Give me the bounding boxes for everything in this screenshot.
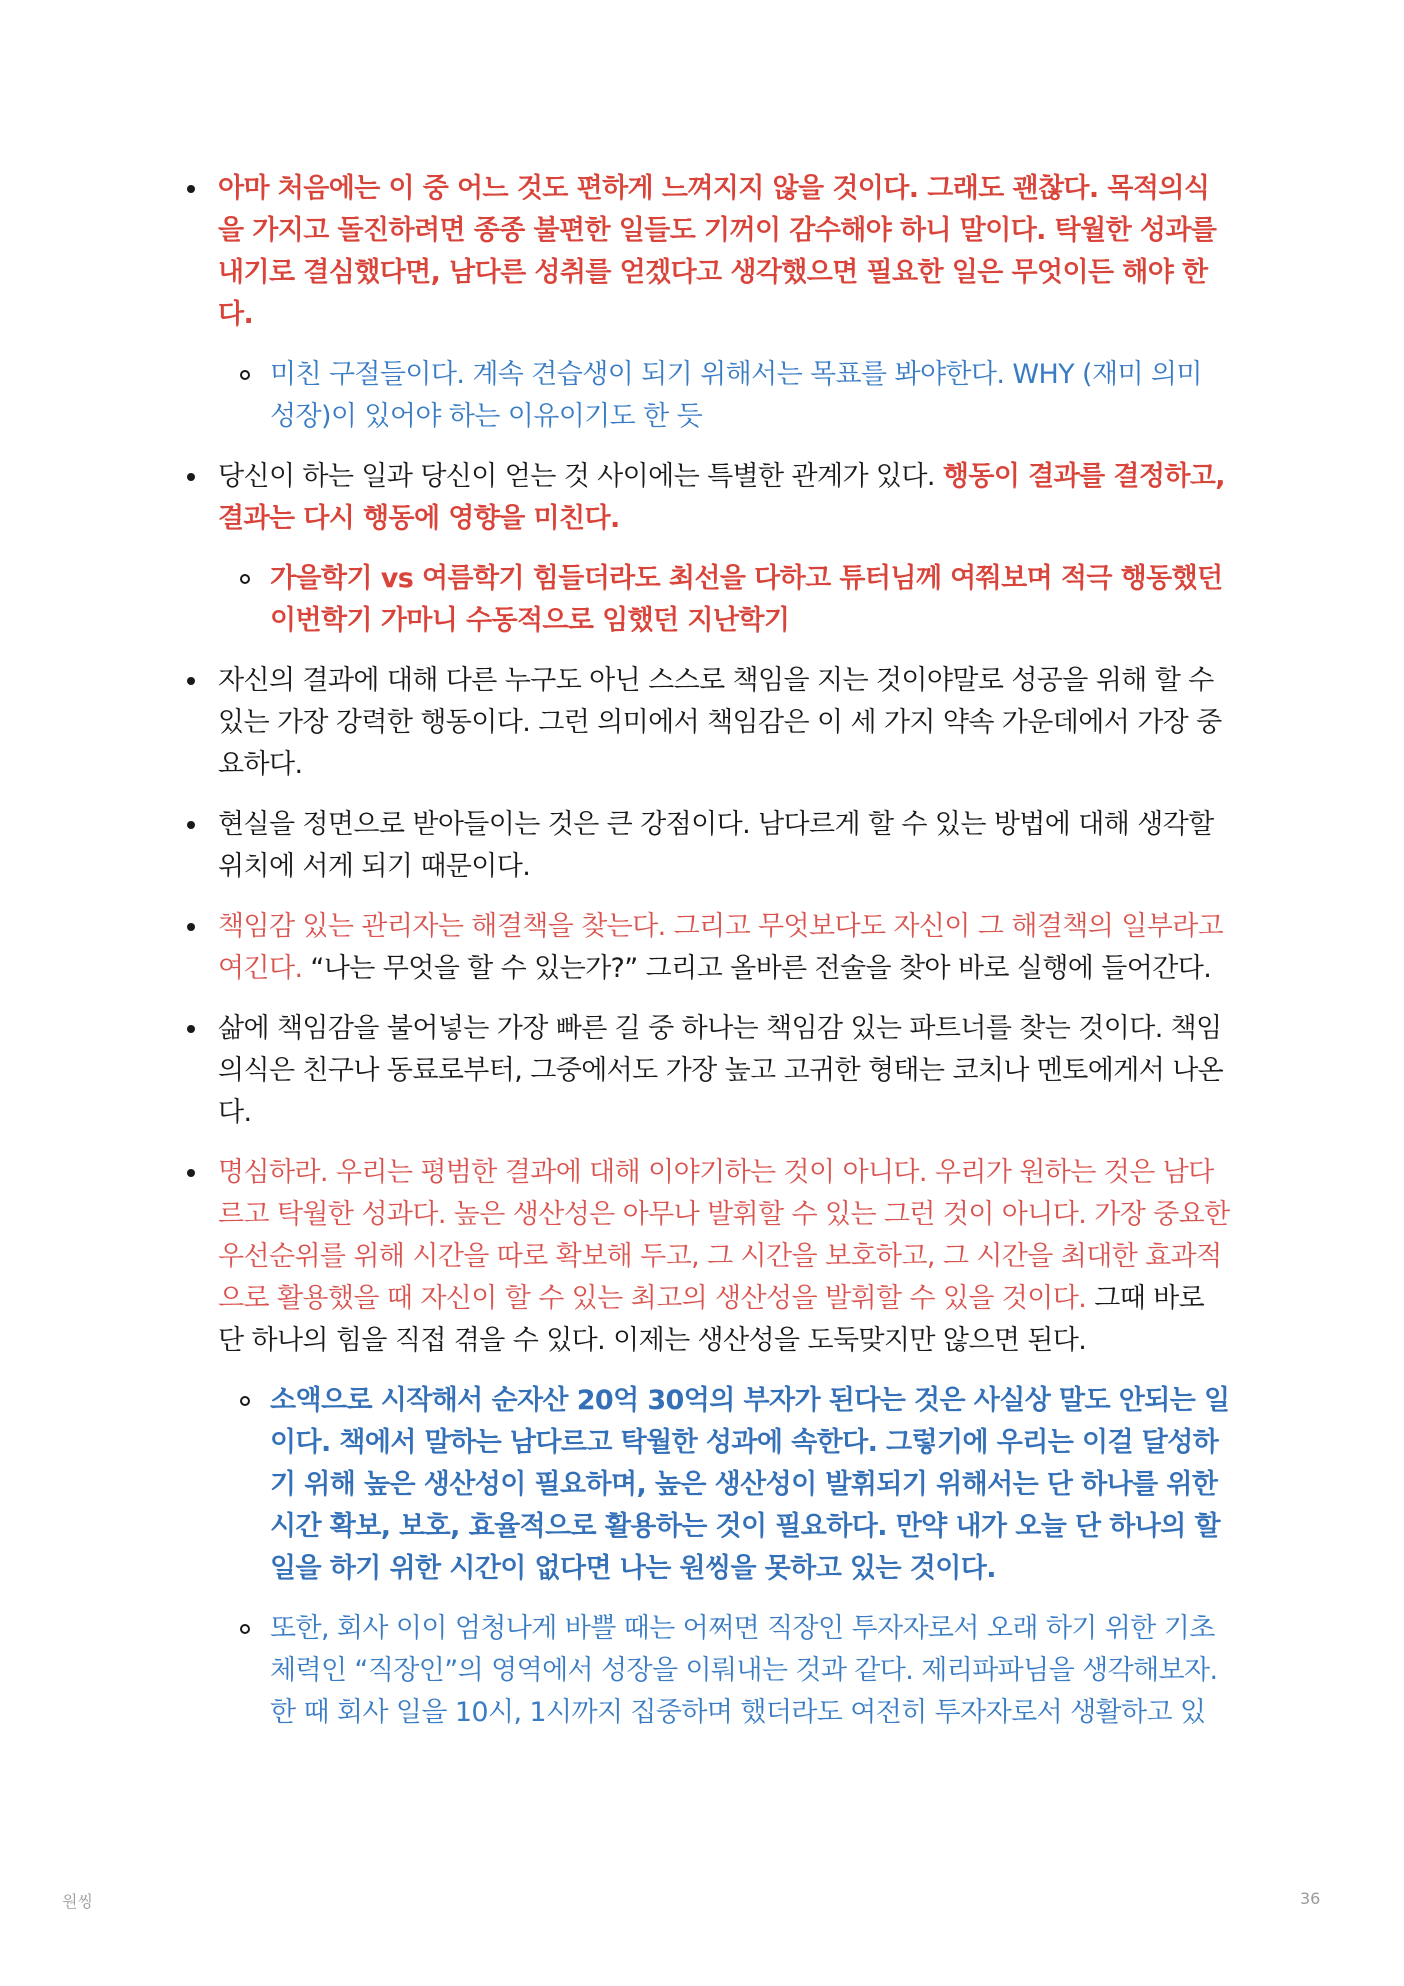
- sub-bullet-list: [218, 558, 1232, 642]
- list-item: [218, 456, 1232, 642]
- footer-page-number: 36: [1300, 1889, 1321, 1908]
- text-segment: 책임감 있는 관리자는 해결책을 찾는다. 그리고 무엇보다도 자신이 그 해결책의 일부라고 여긴다.: [218, 911, 1224, 984]
- text-segment: 소액으로 시작해서 순자산 20억 30억의 부자가 된다는 것은 사실상 말도 안되는 일이다. 책에서 말하는 남다르고 탁월한 성과에 속한다. 그렇기에 우리는 이걸 달성하기 위해 높은 생산성이 필요하며, 높은 생산성이 발휘되기 위해서는 단 하나를 위한 시간 확보, 보호, 효율적으로 활용하는 것이 필요하다. 만약 내가 오늘 단 하나의 할 일을 하기 위한 시간이 없다면 나는 원씽을 못하고 있는 것이다.: [270, 1385, 1230, 1584]
- text-segment: 명심하라. 우리는 평범한 결과에 대해 이야기하는 것이 아니다. 우리가 원하는 것은 남다르고 탁월한 성과다. 높은 생산성은 아무나 발휘할 수 있는 그런 것이 아니다. 가장 중요한 우선순위를 위해 시간을 따로 확보해 두고, 그 시간을 보호하고, 그 시간을 최대한 효과적으로 활용했을 때 자신이 할 수 있는 최고의 생산성을 발휘할 수 있을 것이다.: [218, 1157, 1230, 1314]
- sub-bullet-list: [218, 354, 1232, 438]
- document-body: [218, 168, 1232, 1752]
- sub-bullet-list: [218, 1380, 1232, 1734]
- text-segment: “나는 무엇을 할 수 있는가?” 그리고 올바른 전술을 찾아 바로 실행에 들어간다.: [310, 953, 1212, 984]
- text-segment: 자신의 결과에 대해 다른 누구도 아닌 스스로 책임을 지는 것이야말로 성공을 위해 할 수 있는 가장 강력한 행동이다. 그런 의미에서 책임감은 이 세 가지 약속 가운데에서 가장 중요하다.: [218, 665, 1222, 780]
- list-item: [218, 1152, 1232, 1734]
- text-segment: 현실을 정면으로 받아들이는 것은 큰 강점이다. 남다르게 할 수 있는 방법에 대해 생각할 위치에 서게 되기 때문이다.: [218, 809, 1214, 882]
- text-segment: 그때 바로 단 하나의 힘을 직접 겪을 수 있다. 이제는 생산성을 도둑맞지만 않으면 된다.: [218, 1283, 1205, 1356]
- text-segment: 또한, 회사 이이 엄청나게 바쁠 때는 어쩌면 직장인 투자자로서 오래 하기 위한 기초 체력인 “직장인”의 영역에서 성장을 이뤄내는 것과 같다. 제리파파님을 생각해보자. 한 때 회사 일을 10시, 1시까지 집중하며 했더라도 여전히 투자자로서 생활하고 있: [270, 1613, 1218, 1728]
- text-segment: 아마 처음에는 이 중 어느 것도 편하게 느껴지지 않을 것이다. 그래도 괜찮다. 목적의식을 가지고 돌진하려면 종종 불편한 일들도 기꺼이 감수해야 하니 말이다. 탁월한 성과를 내기로 결심했다면, 남다른 성취를 얻겠다고 생각했으면 필요한 일은 무엇이든 해야 한다.: [218, 173, 1217, 330]
- list-item: [218, 660, 1232, 786]
- list-item: [218, 906, 1232, 990]
- list-item: [218, 1008, 1232, 1134]
- bullet-list: [218, 168, 1232, 1734]
- text-segment: 삶에 책임감을 불어넣는 가장 빠른 길 중 하나는 책임감 있는 파트너를 찾는 것이다. 책임의식은 친구나 동료로부터, 그중에서도 가장 높고 고귀한 형태는 코치나 멘토에게서 나온다.: [218, 1013, 1224, 1128]
- list-item: [218, 804, 1232, 888]
- sub-list-item: [270, 1608, 1232, 1734]
- text-segment: 행동이 결과를 결정하고, 결과는 다시 행동에 영향을 미친다.: [218, 461, 1225, 534]
- sub-list-item: [270, 354, 1232, 438]
- sub-list-item: [270, 1380, 1232, 1590]
- text-segment: 미친 구절들이다. 계속 견습생이 되기 위해서는 목표를 봐야한다. WHY (재미 의미 성장)이 있어야 하는 이유이기도 한 듯: [270, 359, 1202, 432]
- text-segment: 가을학기 vs 여름학기 힘들더라도 최선을 다하고 튜터님께 여쭤보며 적극 행동했던 이번학기 가마니 수동적으로 임했던 지난학기: [270, 563, 1223, 636]
- list-item: [218, 168, 1232, 438]
- footer-book-title: 원씽: [62, 1892, 93, 1911]
- text-segment: 당신이 하는 일과 당신이 얻는 것 사이에는 특별한 관계가 있다.: [218, 461, 943, 492]
- sub-list-item: [270, 558, 1232, 642]
